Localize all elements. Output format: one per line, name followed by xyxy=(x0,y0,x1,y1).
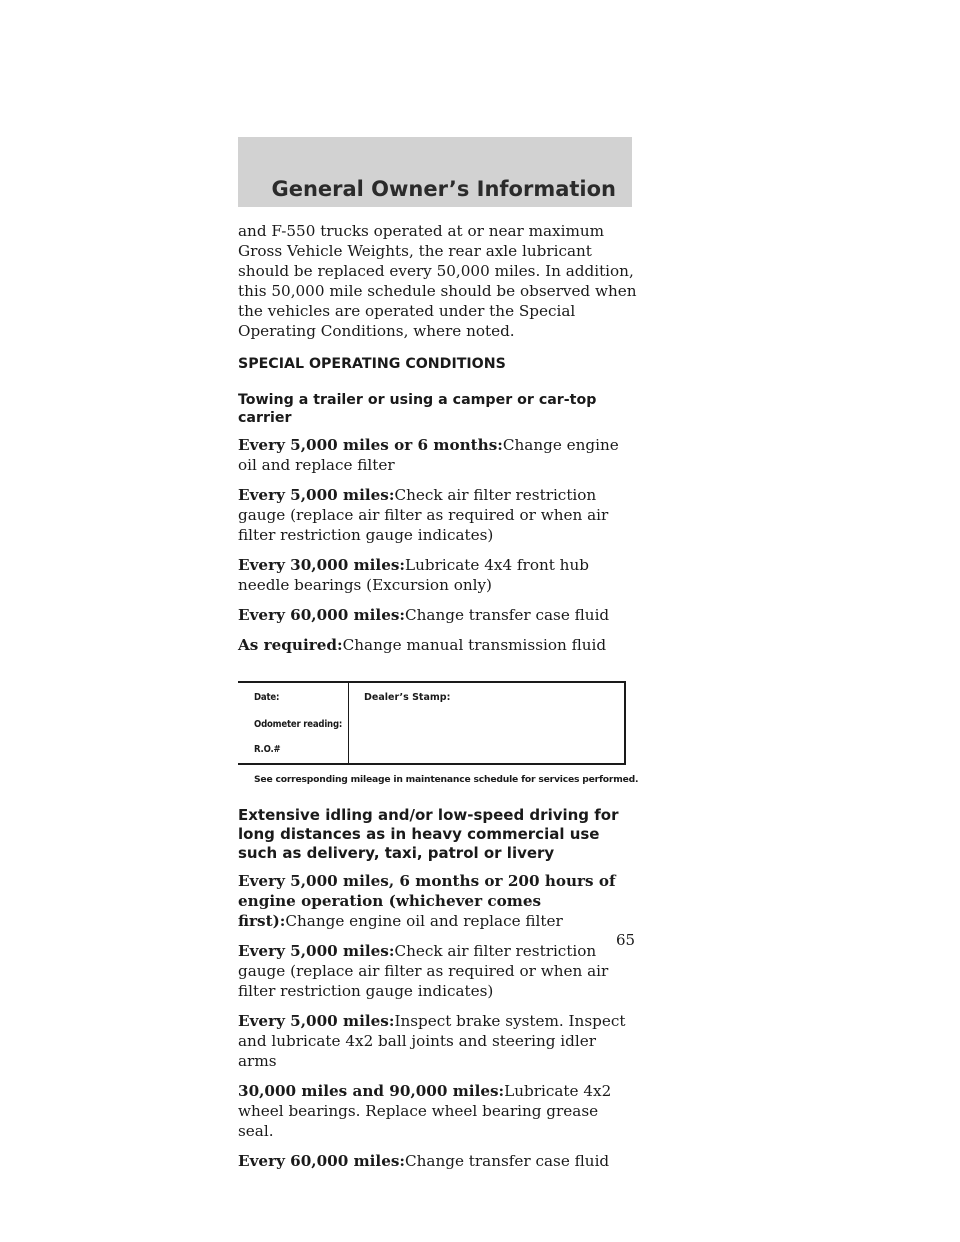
towing-item xyxy=(238,485,638,545)
item-text: Change transfer case fluid xyxy=(405,1152,610,1170)
date-label: Date: xyxy=(254,692,280,703)
idling-item xyxy=(238,1151,638,1171)
towing-item xyxy=(238,435,638,475)
special-conditions-heading: SPECIAL OPERATING CONDITIONS xyxy=(238,356,506,372)
towing-item xyxy=(238,605,638,625)
item-text: Inspect brake system. Inspect and lubricate 4x2 ball joints and steering idler arms xyxy=(238,1012,626,1070)
intro-paragraph: and F-550 trucks operated at or near maximum Gross Vehicle Weights, the rear axle lubricant should be replaced every 50,000 miles. In addition, this 50,000 mile schedule should be observed when the vehicles are operated under the Special Operating Conditions, where noted. xyxy=(238,222,637,340)
page-number: 65 xyxy=(616,931,636,949)
item-label: Every 5,000 miles or 6 months: xyxy=(238,436,503,454)
item-label: Every 60,000 miles: xyxy=(238,606,406,624)
stamp-note: See corresponding mileage in maintenance schedule for services performed. xyxy=(254,774,639,785)
dealer-stamp-box xyxy=(238,681,626,765)
idling-item xyxy=(238,1081,638,1141)
item-text: Change engine oil and replace filter xyxy=(285,912,563,930)
towing-item xyxy=(238,635,638,655)
item-text: Change transfer case fluid xyxy=(405,606,610,624)
item-label: 30,000 miles and 90,000 miles: xyxy=(238,1082,505,1100)
item-label: Every 30,000 miles: xyxy=(238,556,406,574)
ro-label: R.O.# xyxy=(254,744,281,755)
idling-heading: Extensive idling and/or low-speed driving for long distances as in heavy commercial use such as delivery, taxi, patrol or livery xyxy=(238,806,619,862)
item-label: Every 60,000 miles: xyxy=(238,1152,406,1170)
item-text: Change engine oil and replace filter xyxy=(238,436,619,474)
item-text: Lubricate 4x4 front hub needle bearings (Excursion only) xyxy=(238,556,589,594)
odometer-label: Odometer reading: xyxy=(254,719,343,730)
page-content xyxy=(238,221,638,1181)
item-text: Check air filter restriction gauge (replace air filter as required or when air filter restriction gauge indicates) xyxy=(238,486,609,544)
item-label: Every 5,000 miles: xyxy=(238,1012,395,1030)
towing-item xyxy=(238,555,638,595)
item-text: Change manual transmission fluid xyxy=(342,636,607,654)
towing-heading: Towing a trailer or using a camper or car-top carrier xyxy=(238,392,597,426)
page-title: General Owner’s Information xyxy=(271,177,616,201)
item-text: Check air filter restriction gauge (replace air filter as required or when air filter restriction gauge indicates) xyxy=(238,942,609,1000)
item-label: As required: xyxy=(238,636,343,654)
dealer-stamp-label: Dealer’s Stamp: xyxy=(364,692,451,703)
idling-item xyxy=(238,871,638,931)
idling-item xyxy=(238,941,638,1001)
item-label: Every 5,000 miles: xyxy=(238,942,395,960)
stamp-divider xyxy=(348,683,349,763)
item-text: Lubricate 4x2 wheel bearings. Replace wheel bearing grease seal. xyxy=(238,1082,612,1140)
idling-item xyxy=(238,1011,638,1071)
item-label: Every 5,000 miles, 6 months or 200 hours of engine operation (whichever comes first): xyxy=(238,872,616,930)
header-band xyxy=(238,137,632,207)
item-label: Every 5,000 miles: xyxy=(238,486,395,504)
